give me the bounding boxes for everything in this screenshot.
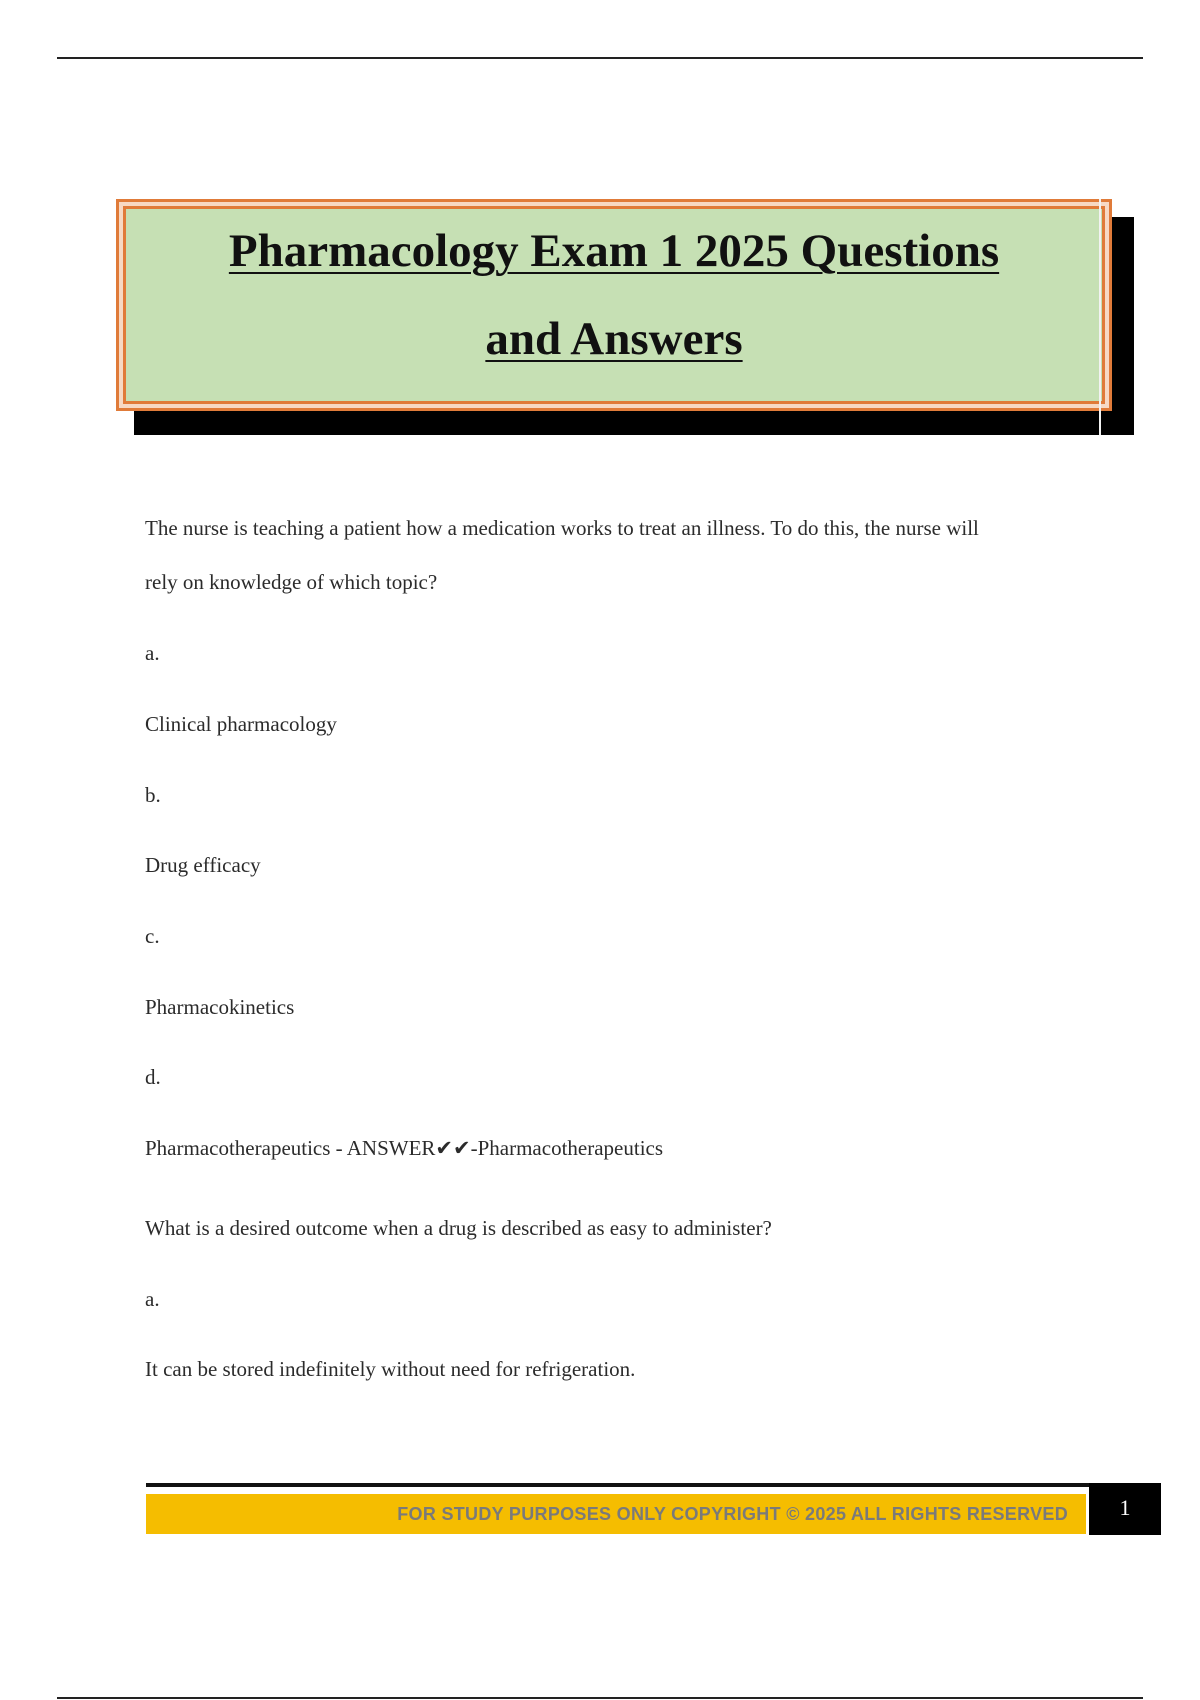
question-1-option-c-letter: c. (145, 924, 160, 948)
footer-copyright-notice: FOR STUDY PURPOSES ONLY COPYRIGHT © 2025 ALL RIGHTS RESERVED (397, 1504, 1068, 1524)
page-number-box (1089, 1483, 1161, 1535)
question-1-option-c-text: Pharmacokinetics (145, 995, 295, 1019)
question-2-option-a-text: It can be stored indefinitely without need for refrigeration. (145, 1357, 636, 1381)
question-1-option-a-text: Clinical pharmacology (145, 712, 337, 736)
question-1-stem-line-1: The nurse is teaching a patient how a medication works to treat an illness. To do this, the nurse will (145, 516, 979, 540)
question-1-option-d-answer: Pharmacotherapeutics - ANSWER✔✔-Pharmacotherapeutics (145, 1136, 664, 1160)
document-title-line-1: Pharmacology Exam 1 2025 Questions (228, 225, 1000, 277)
question-1-option-a-letter: a. (145, 641, 160, 665)
bottom-rule (57, 1697, 1143, 1699)
document-title-line-2: and Answers (485, 313, 743, 365)
title-banner-box (116, 199, 1112, 411)
question-1-stem-line-2: rely on knowledge of which topic? (145, 570, 438, 594)
title-banner-edge (1099, 199, 1101, 435)
question-1-option-b-text: Drug efficacy (145, 853, 261, 877)
question-1-option-d-letter: d. (145, 1065, 161, 1089)
title-banner (116, 199, 1134, 435)
question-2-stem: What is a desired outcome when a drug is described as easy to administer? (145, 1216, 772, 1240)
question-1-option-b-letter: b. (145, 783, 161, 807)
footer-rule (146, 1483, 1089, 1487)
page-number: 1 (1119, 1495, 1131, 1520)
header-rule (57, 57, 1143, 59)
question-2-option-a-letter: a. (145, 1287, 160, 1311)
footer-notice-bar (146, 1494, 1086, 1534)
